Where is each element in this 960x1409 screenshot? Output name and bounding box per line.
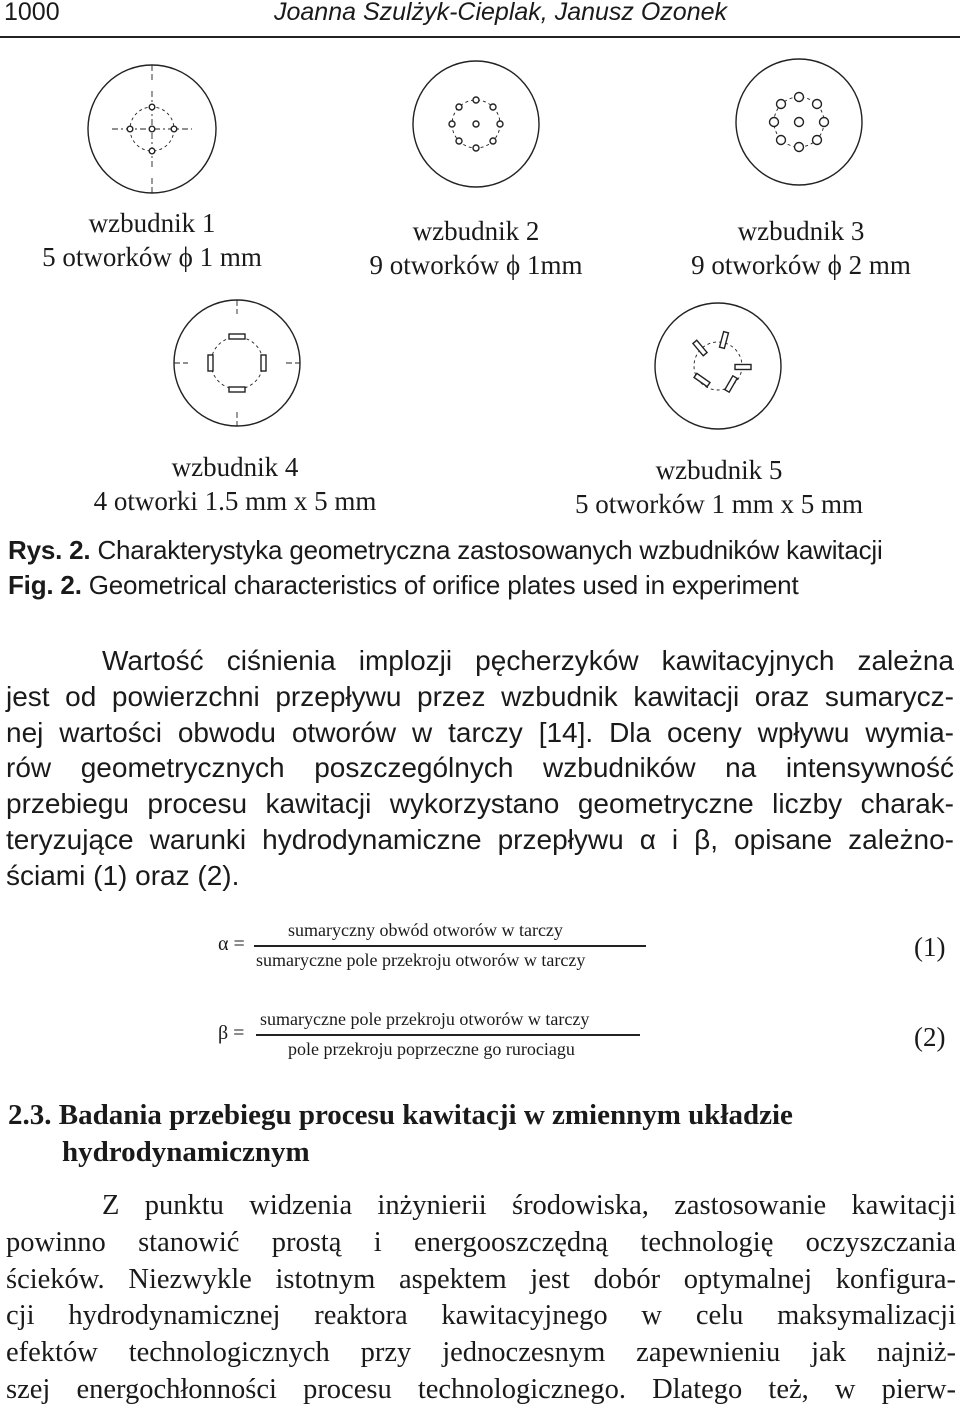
orifice-plate-2 (413, 61, 539, 187)
plate-1-label (28, 206, 276, 274)
plate-3-spec: 9 otworków ϕ 2 mm (691, 250, 911, 280)
plate-4-spec: 4 otworki 1.5 mm x 5 mm (93, 486, 377, 516)
alpha-symbol: α = (218, 933, 245, 955)
figure-caption-en-text: Geometrical characteristics of orifice plates used in experiment (81, 570, 799, 600)
alpha-numerator: sumaryczny obwód otworów w tarczy (288, 920, 563, 940)
paragraph-line: efektów technologicznych przy jednoczesnym zapewnieniu jak najniż- (6, 1337, 956, 1369)
figure-caption-pl (8, 535, 883, 566)
plate-1-title: wzbudnik 1 (88, 208, 216, 238)
figure-caption-en (8, 570, 798, 601)
alpha-fraction-bar (254, 945, 646, 947)
plate-5-spec: 5 otworków 1 mm x 5 mm (575, 489, 863, 519)
paragraph-line: Wartość ciśnienia implozji pęcherzyków kawitacyjnych zależna (102, 645, 954, 676)
plate-2-label (356, 214, 596, 282)
plate-1-spec: 5 otworków ϕ 1 mm (42, 242, 262, 272)
paragraph-line: teryzujące warunki hydrodynamiczne przepływu α i β, opisane zależno- (6, 823, 954, 855)
plate-5-label (554, 453, 884, 521)
plate-4-label (72, 450, 398, 518)
beta-denominator: pole przekroju poprzeczne go rurociagu (288, 1039, 575, 1059)
paragraph-line: rów geometrycznych poszczególnych wzbudników na intensywność (6, 752, 954, 784)
equation-number-1: (1) (914, 932, 946, 962)
body-paragraph-1 (6, 643, 954, 894)
figure-caption-en-label: Fig. 2. (8, 570, 82, 600)
beta-symbol: β = (218, 1022, 245, 1044)
plate-2-title: wzbudnik 2 (412, 216, 540, 246)
orifice-plate-3 (736, 59, 862, 185)
orifice-plate-5 (655, 303, 781, 429)
section-heading-line-1: 2.3. Badania przebiegu procesu kawitacji w zmiennym układzie (8, 1099, 793, 1131)
authors: Joanna Szulżyk-Cieplak, Janusz Ozonek (274, 0, 728, 26)
plate-4-title: wzbudnik 4 (171, 452, 299, 482)
plate-2-spec: 9 otworków ϕ 1mm (369, 250, 583, 280)
equation-number-2: (2) (914, 1022, 946, 1052)
paragraph-line: nej wartości obwodu otworów w tarczy [14]. Dla oceny wpływu wymia- (6, 716, 954, 748)
paragraph-line: ściami (1) oraz (2). (6, 859, 240, 891)
orifice-plate-1 (88, 65, 216, 193)
paragraph-line: szej energochłonności procesu technologicznego. Dlatego też, w pierw- (6, 1373, 956, 1405)
beta-fraction-bar (256, 1034, 640, 1036)
figure-caption-pl-label: Rys. 2. (8, 535, 91, 565)
section-heading-line-2: hydrodynamicznym (62, 1136, 310, 1168)
figure-caption-pl-text: Charakterystyka geometryczna zastosowanych wzbudników kawitacji (90, 535, 883, 565)
beta-numerator: sumaryczne pole przekroju otworów w tarczy (260, 1009, 590, 1029)
paragraph-line: Z punktu widzenia inżynierii środowiska, zastosowanie kawitacji (102, 1190, 956, 1221)
paragraph-line: powinno stanowić prostą i energooszczędną technologię oczyszczania (6, 1226, 956, 1258)
plate-3-label (676, 214, 926, 282)
paragraph-line: ścieków. Niezwykle istotnym aspektem jest dobór optymalnej konfigura- (6, 1263, 956, 1295)
alpha-denominator: sumaryczne pole przekroju otworów w tarczy (256, 950, 586, 970)
paragraph-line: przebiegu procesu kawitacji wykorzystano geometryczne liczby charak- (6, 788, 954, 820)
orifice-plate-4 (174, 300, 300, 426)
paragraph-line: cji hydrodynamicznej reaktora kawitacyjnego w celu maksymalizacji (6, 1300, 956, 1332)
page-number: 1000 (4, 0, 60, 26)
section-heading (8, 1097, 793, 1171)
plate-5-title: wzbudnik 5 (655, 455, 783, 485)
body-paragraph-2 (6, 1188, 956, 1409)
paragraph-line: jest od powierzchni przepływu przez wzbudnik kawitacji oraz sumarycz- (6, 680, 954, 712)
plate-3-title: wzbudnik 3 (737, 216, 865, 246)
